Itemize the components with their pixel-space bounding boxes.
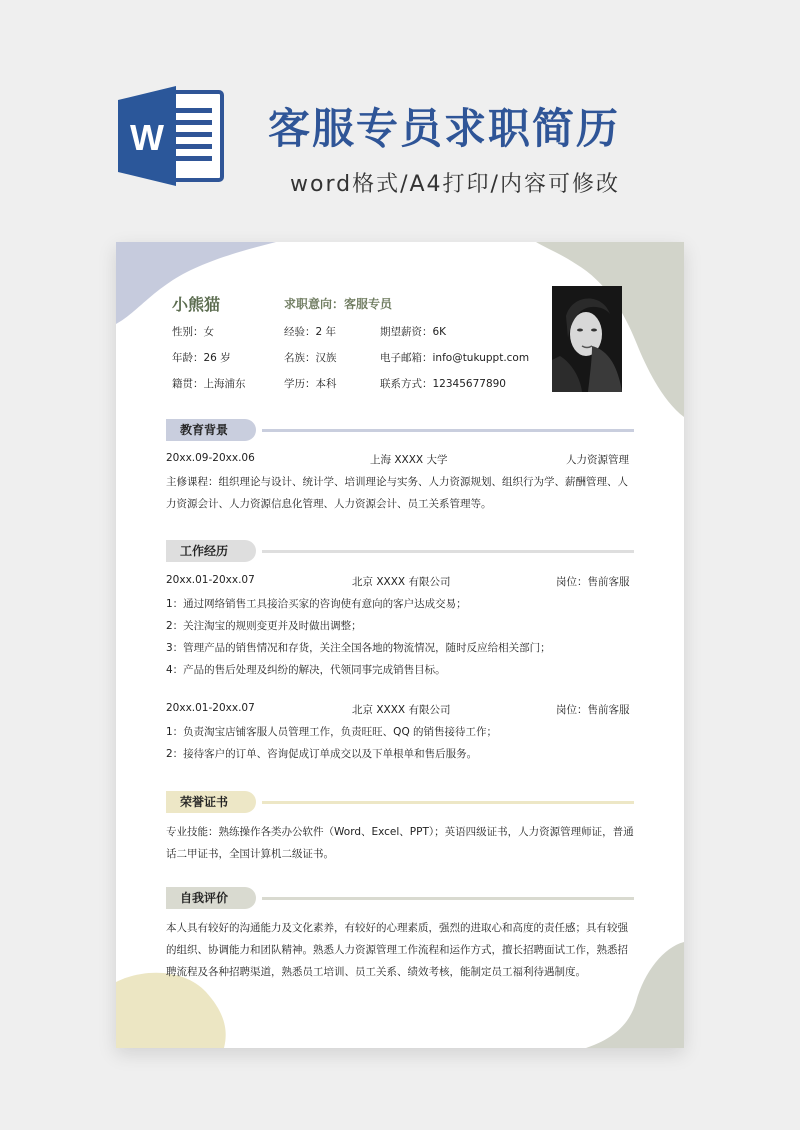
section-divider [262,550,634,553]
job-intent: 求职意向：客服专员 [284,297,393,311]
page-subtitle: word格式/A4打印/内容可修改 [290,172,620,197]
word-document-icon [118,86,226,186]
job-company: 北京 XXXX 有限公司 [352,704,451,716]
word-logo-letter: W [130,117,164,158]
resume-page [116,242,684,1048]
education-courses-line: 力资源会计、人力资源信息化管理、人力资源会计、员工关系管理等。 [166,498,492,510]
job-duty: 4：产品的售后处理及纠纷的解决，代领同事完成销售目标。 [166,664,446,676]
education-major: 人力资源管理 [566,454,629,466]
avatar [552,286,622,392]
expected-salary: 期望薪资：6K [380,326,447,338]
ethnicity: 名族：汉族 [284,352,337,364]
job-duty: 2：接待客户的订单、咨询促成订单成交以及下单根单和售后服务。 [166,748,478,760]
job-company: 北京 XXXX 有限公司 [352,576,451,588]
job-duty: 2：关注淘宝的规则变更并及时做出调整； [166,620,362,632]
phone: 联系方式：12345677890 [380,378,506,390]
self-eval-line: 本人具有较好的沟通能力及文化素养，有较好的心理素质，强烈的进取心和高度的责任感；具有较强 [166,922,628,934]
section-education-title: 教育背景 [166,419,256,441]
job-duty: 3：管理产品的销售情况和存货，关注全国各地的物流情况，随时反应给相关部门； [166,642,551,654]
section-honors-title: 荣誉证书 [166,791,256,813]
honors-line: 专业技能：熟练操作各类办公软件（Word、Excel、PPT）；英语四级证书，人力资源管理师证，普通 [166,826,634,838]
education-school: 上海 XXXX 大学 [370,454,448,466]
self-eval-line: 聘流程及各种招聘渠道，熟悉员工培训、员工关系、绩效考核，能制定员工福利待遇制度。 [166,966,586,978]
section-self-eval-title: 自我评价 [166,887,256,909]
section-divider [262,801,634,804]
experience: 经验：2 年 [284,326,337,338]
job-position: 岗位：售前客服 [556,576,630,588]
job-period: 20xx.01-20xx.07 [166,574,255,586]
gender: 性别：女 [172,326,214,338]
job-duty: 1：负责淘宝店铺客服人员管理工作，负责旺旺、QQ 的销售接待工作； [166,726,498,738]
candidate-name: 小熊猫 [172,295,221,314]
section-divider [262,897,634,900]
education-period: 20xx.09-20xx.06 [166,452,255,464]
honors-line: 话二甲证书，全国计算机二级证书。 [166,848,334,860]
age: 年龄：26 岁 [172,352,231,364]
hometown: 籍贯：上海浦东 [172,378,246,390]
job-position: 岗位：售前客服 [556,704,630,716]
section-divider [262,429,634,432]
email: 电子邮箱：info@tukuppt.com [380,352,530,364]
job-duty: 1：通过网络销售工具接洽买家的咨询使有意向的客户达成交易； [166,598,467,610]
education-courses-line: 主修课程：组织理论与设计、统计学、培训理论与实务、人力资源规划、组织行为学、薪酬管理、人 [166,476,628,488]
job-period: 20xx.01-20xx.07 [166,702,255,714]
education-level: 学历：本科 [284,378,337,390]
page-title: 客服专员求职简历 [268,104,621,153]
section-work-title: 工作经历 [166,540,256,562]
self-eval-line: 的组织、协调能力和团队精神。熟悉人力资源管理工作流程和运作方式，擅长招聘面试工作，熟悉招 [166,944,628,956]
